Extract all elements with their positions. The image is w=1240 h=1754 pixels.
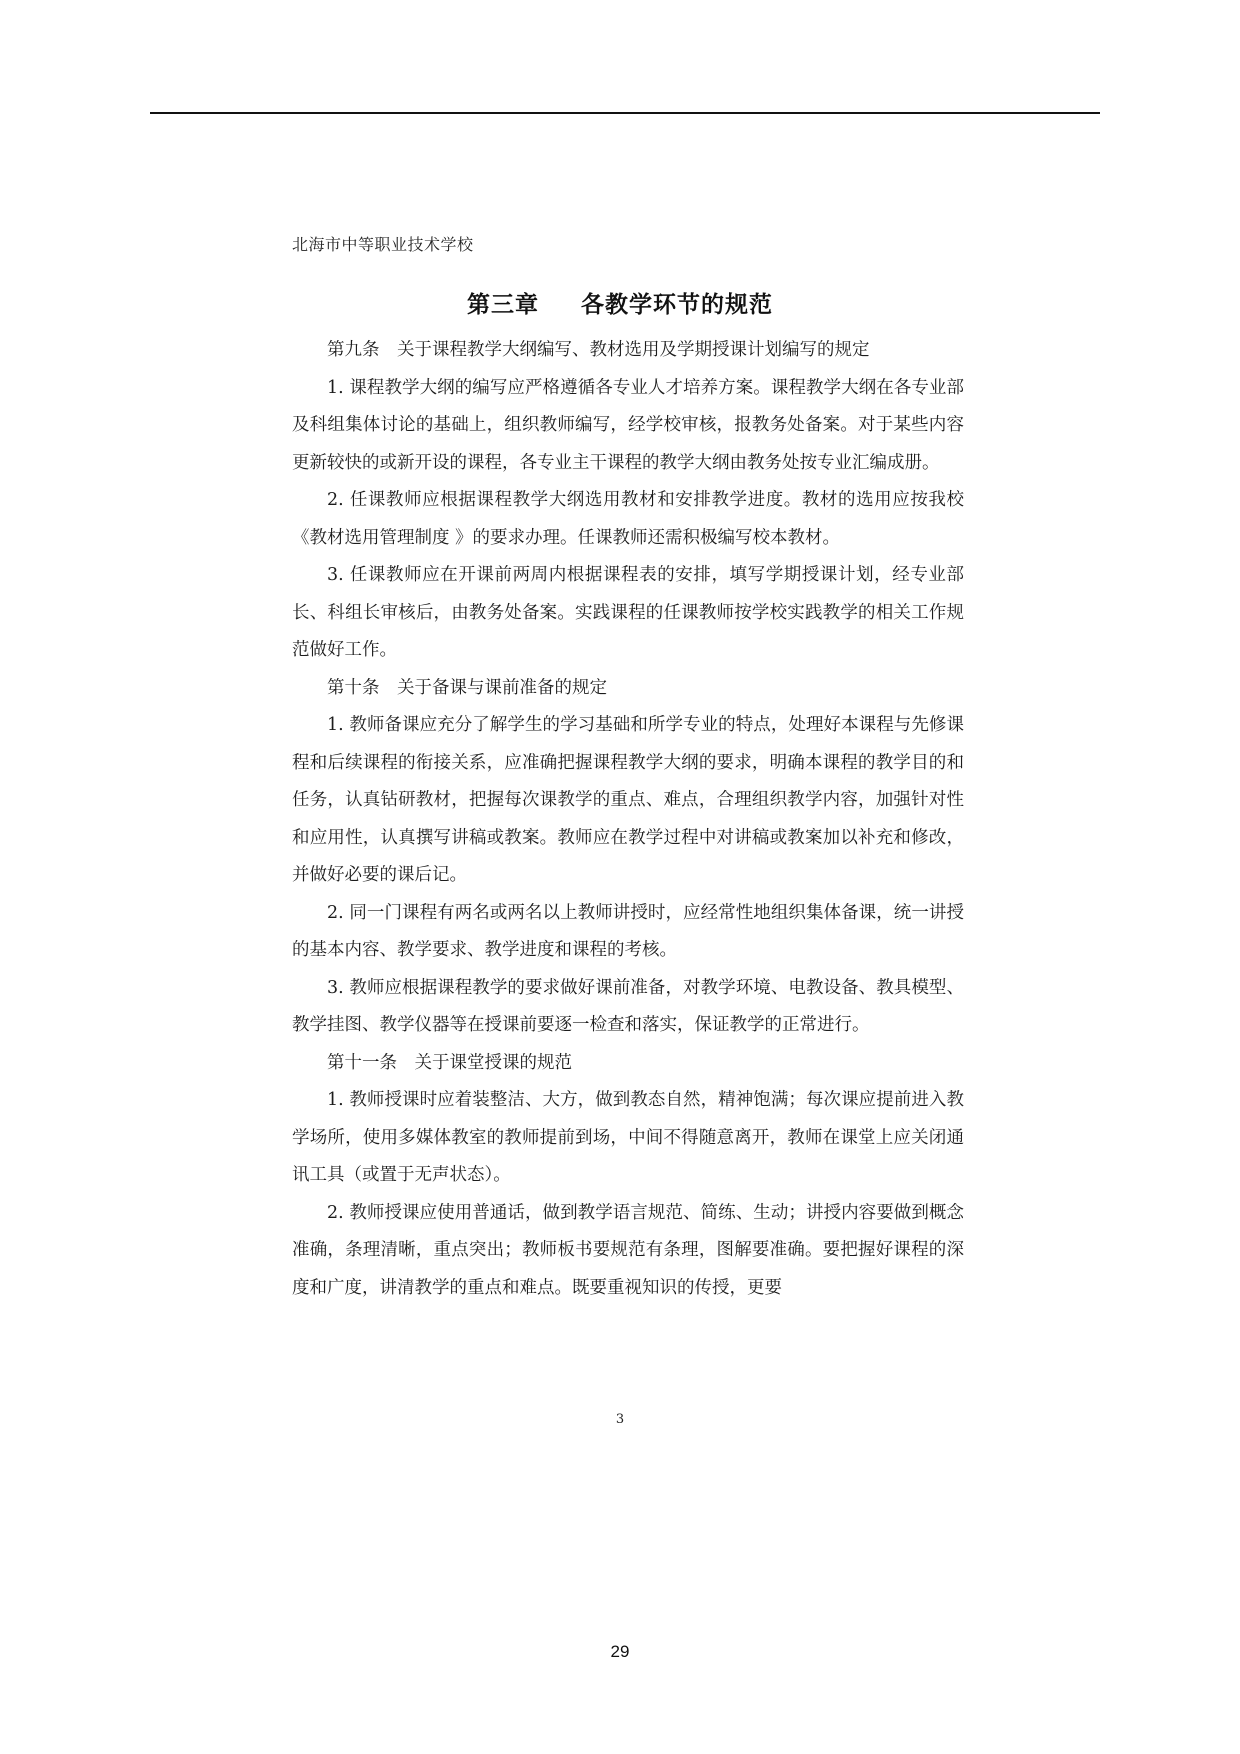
paragraph: 1. 教师授课时应着装整洁、大方，做到教态自然，精神饱满；每次课应提前进入教学场所，使用多媒体教室的教师提前到场，中间不得随意离开，教师在课堂上应关闭通讯工具（或置于无声状态）。 xyxy=(292,1090,964,1185)
chapter-number: 第三章 xyxy=(467,292,539,318)
header-rule xyxy=(150,112,1100,114)
paragraph: 3. 任课教师应在开课前两周内根据课程表的安排，填写学期授课计划，经专业部长、科组长审核后，由教务处备案。实践课程的任课教师按学校实践教学的相关工作规范做好工作。 xyxy=(292,565,964,660)
chapter-heading: 各教学环节的规范 xyxy=(581,292,773,318)
paragraph: 1. 教师备课应充分了解学生的学习基础和所学专业的特点，处理好本课程与先修课程和后续课程的衔接关系，应准确把握课程教学大纲的要求，明确本课程的教学目的和任务，认真钻研教材，把握每次课教学的重点、难点，合理组织教学内容，加强针对性和应用性，认真撰写讲稿或教案。教师应在教学过程中对讲稿或教案加以补充和修改，并做好必要的课后记。 xyxy=(292,715,964,885)
paragraph: 2. 教师授课应使用普通话，做到教学语言规范、简练、生动；讲授内容要做到概念准确，条理清晰，重点突出；教师板书要规范有条理，图解要准确。要把握好课程的深度和广度，讲清教学的重点和难点。既要重视知识的传授，更要 xyxy=(292,1202,964,1298)
article-heading: 第九条 关于课程教学大纲编写、教材选用及学期授课计划编写的规定 xyxy=(327,340,870,360)
article-heading: 第十一条 关于课堂授课的规范 xyxy=(327,1052,572,1073)
paragraph: 2. 任课教师应根据课程教学大纲选用教材和安排教学进度。教材的选用应按我校《教材选用管理制度 》的要求办理。任课教师还需积极编写校本教材。 xyxy=(292,490,964,548)
inner-page-number: 3 xyxy=(615,1412,625,1427)
document-body xyxy=(292,332,964,1307)
paragraph: 1. 课程教学大纲的编写应严格遵循各专业人才培养方案。课程教学大纲在各专业部及科组集体讨论的基础上，组织教师编写，经学校审核，报教务处备案。对于某些内容更新较快的或新开设的课程，各专业主干课程的教学大纲由教务处按专业汇编成册。 xyxy=(292,377,964,473)
article-heading: 第十条 关于备课与课前准备的规定 xyxy=(327,677,607,698)
paragraph: 2. 同一门课程有两名或两名以上教师讲授时，应经常性地组织集体备课，统一讲授的基本内容、教学要求、教学进度和课程的考核。 xyxy=(292,902,964,960)
paragraph: 3. 教师应根据课程教学的要求做好课前准备，对教学环境、电教设备、教具模型、教学挂图、教学仪器等在授课前要逐一检查和落实，保证教学的正常进行。 xyxy=(292,977,964,1035)
outer-page-number: 29 xyxy=(610,1642,630,1661)
school-name: 北海市中等职业技术学校 xyxy=(292,235,474,254)
chapter-title xyxy=(0,286,1240,319)
